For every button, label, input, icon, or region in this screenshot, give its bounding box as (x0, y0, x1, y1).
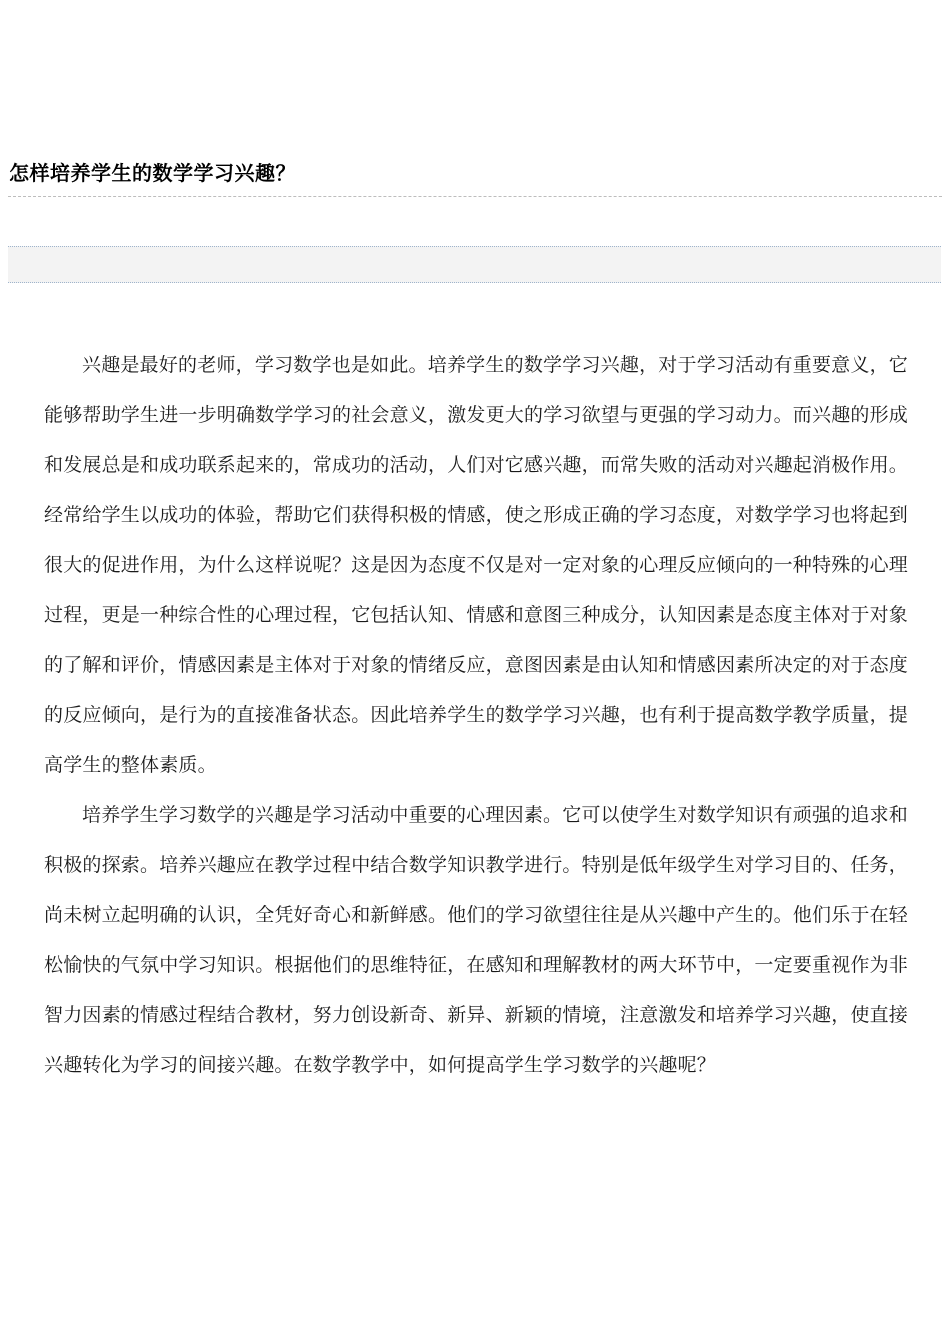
article-title: 怎样培养学生的数学学习兴趣？ (9, 161, 296, 186)
article-info-bar (8, 246, 941, 283)
article-body (44, 340, 908, 1090)
article-paragraph: 培养学生学习数学的兴趣是学习活动中重要的心理因素。它可以使学生对数学知识有顽强的追求和积极的探索。培养兴趣应在教学过程中结合数学知识教学进行。特别是低年级学生对学习目的、任务，尚未树立起明确的认识，全凭好奇心和新鲜感。他们的学习欲望往往是从兴趣中产生的。他们乐于在轻松愉快的气氛中学习知识。根据他们的思维特征，在感知和理解教材的两大环节中，一定要重视作为非智力因素的情感过程结合教材，努力创设新奇、新异、新颖的情境，注意激发和培养学习兴趣，使直接兴趣转化为学习的间接兴趣。在数学教学中，如何提高学生学习数学的兴趣呢？ (44, 804, 909, 1076)
article-paragraph: 兴趣是最好的老师，学习数学也是如此。培养学生的数学学习兴趣，对于学习活动有重要意义，它能够帮助学生进一步明确数学学习的社会意义，激发更大的学习欲望与更强的学习动力。而兴趣的形成和发展总是和成功联系起来的，常成功的活动，人们对它感兴趣，而常失败的活动对兴趣起消极作用。经常给学生以成功的体验，帮助它们获得积极的情感，使之形成正确的学习态度，对数学学习也将起到很大的促进作用，为什么这样说呢？这是因为态度不仅是对一定对象的心理反应倾向的一种特殊的心理过程，更是一种综合性的心理过程，它包括认知、情感和意图三种成分，认知因素是态度主体对于对象的了解和评价，情感因素是主体对于对象的情绪反应，意图因素是由认知和情感因素所决定的对于态度的反应倾向，是行为的直接准备状态。因此培养学生的数学学习兴趣，也有利于提高数学教学质量，提高学生的整体素质。 (44, 354, 909, 776)
title-divider (8, 196, 942, 197)
